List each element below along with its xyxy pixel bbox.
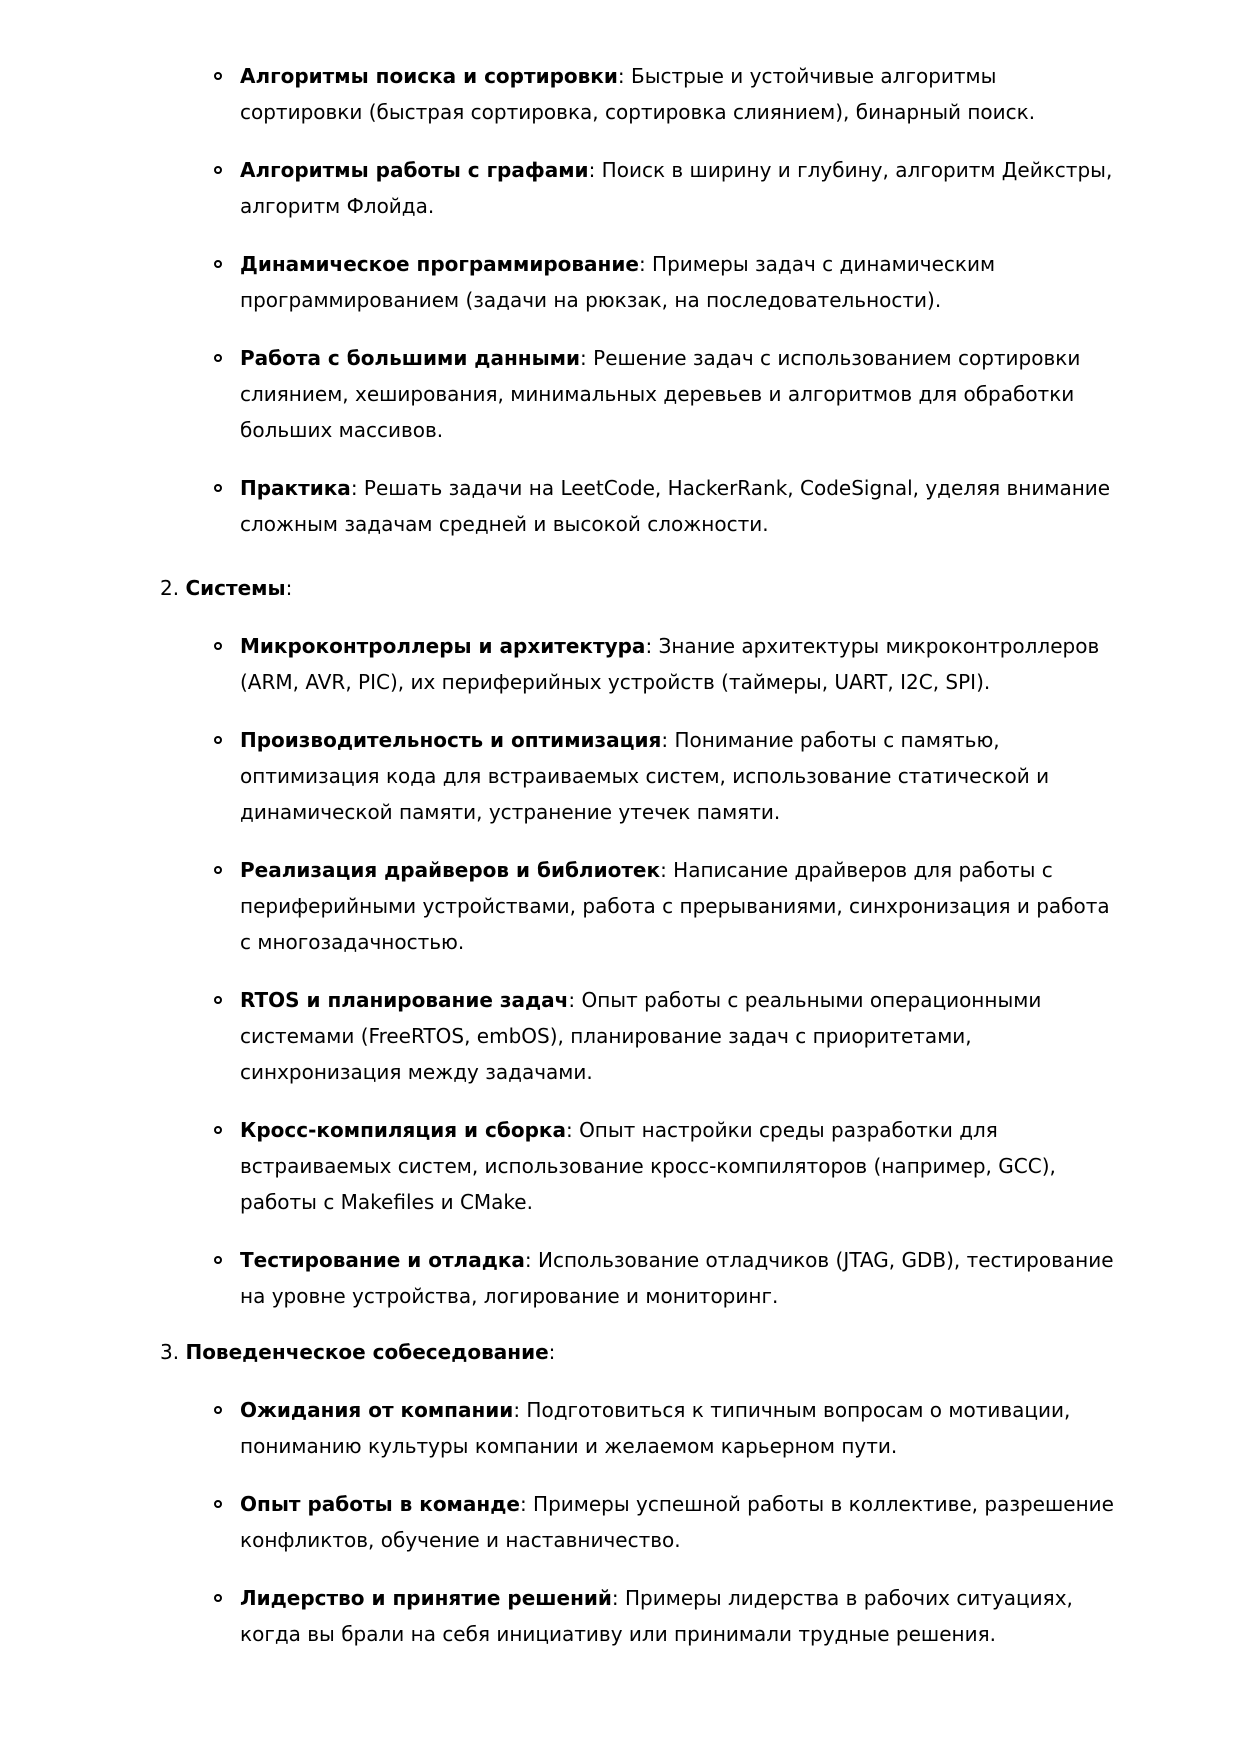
- systems-sublist: [240, 628, 1120, 1314]
- circle-bullet-icon: [214, 1406, 222, 1414]
- item-text: : Написание драйверов для работы с периферийными устройствами, работа с прерываниями, синхронизация и работа с многозадачностью.: [240, 858, 1110, 954]
- list-item: [240, 152, 1120, 224]
- item-term: Микроконтроллеры и архитектура: [240, 634, 646, 658]
- section-suffix: :: [548, 1340, 556, 1364]
- circle-bullet-icon: [214, 1256, 222, 1264]
- item-text: : Опыт настройки среды разработки для встраиваемых систем, использование кросс-компиляторов (например, GCC), работы с Makefiles и CMake.: [240, 1118, 1056, 1214]
- list-item: [240, 470, 1120, 542]
- item-text: : Быстрые и устойчивые алгоритмы сортировки (быстрая сортировка, сортировка слиянием), бинарный поиск.: [240, 64, 1036, 124]
- circle-bullet-icon: [214, 996, 222, 1004]
- circle-bullet-icon: [214, 484, 222, 492]
- list-item: [240, 722, 1120, 830]
- item-text: : Использование отладчиков (JTAG, GDB), тестирование на уровне устройства, логирование и мониторинг.: [240, 1248, 1114, 1308]
- circle-bullet-icon: [214, 1126, 222, 1134]
- section-suffix: :: [285, 576, 293, 600]
- list-item: [240, 628, 1120, 700]
- item-text: : Подготовиться к типичным вопросам о мотивации, пониманию культуры компании и желаемом карьерном пути.: [240, 1398, 1071, 1458]
- item-term: Кросс-компиляция и сборка: [240, 1118, 566, 1142]
- circle-bullet-icon: [214, 736, 222, 744]
- item-term: Алгоритмы работы с графами: [240, 158, 589, 182]
- list-item: [240, 246, 1120, 318]
- section-title: Системы: [185, 576, 286, 600]
- item-term: Тестирование и отладка: [240, 1248, 525, 1272]
- item-term: Динамическое программирование: [240, 252, 639, 276]
- section-behavioral-interview: [160, 1334, 1120, 1652]
- item-text: : Решать задачи на LeetCode, HackerRank, CodeSignal, уделяя внимание сложным задачам средней и высокой сложности.: [240, 476, 1111, 536]
- section-number: 2.: [160, 576, 180, 600]
- section-heading: [160, 1334, 1120, 1370]
- list-item: [240, 1580, 1120, 1652]
- item-term: Алгоритмы поиска и сортировки: [240, 64, 618, 88]
- item-text: : Решение задач с использованием сортировки слиянием, хеширования, минимальных деревьев и алгоритмов для обработки больших массивов.: [240, 346, 1081, 442]
- algorithms-sublist: [240, 58, 1120, 542]
- section-heading: [160, 570, 1120, 606]
- section-number: 3.: [160, 1340, 180, 1364]
- list-item: [240, 1486, 1120, 1558]
- circle-bullet-icon: [214, 260, 222, 268]
- item-term: Ожидания от компании: [240, 1398, 514, 1422]
- item-text: : Знание архитектуры микроконтроллеров (ARM, AVR, PIC), их периферийных устройств (таймеры, UART, I2C, SPI).: [240, 634, 1100, 694]
- item-term: Производительность и оптимизация: [240, 728, 662, 752]
- list-item: [240, 852, 1120, 960]
- item-text: : Поиск в ширину и глубину, алгоритм Дейкстры, алгоритм Флойда.: [240, 158, 1113, 218]
- item-text: : Примеры лидерства в рабочих ситуациях, когда вы брали на себя инициативу или принимали трудные решения.: [240, 1586, 1073, 1646]
- list-item: [240, 982, 1120, 1090]
- item-text: : Понимание работы с памятью, оптимизация кода для встраиваемых систем, использование статической и динамической памяти, устранение утечек памяти.: [240, 728, 1050, 824]
- circle-bullet-icon: [214, 354, 222, 362]
- list-item: [240, 58, 1120, 130]
- circle-bullet-icon: [214, 72, 222, 80]
- circle-bullet-icon: [214, 866, 222, 874]
- section-systems: [160, 570, 1120, 1314]
- item-text: : Опыт работы с реальными операционными системами (FreeRTOS, embOS), планирование задач с приоритетами, синхронизация между задачами.: [240, 988, 1042, 1084]
- section-title: Поведенческое собеседование: [185, 1340, 549, 1364]
- list-item: [240, 1112, 1120, 1220]
- circle-bullet-icon: [214, 166, 222, 174]
- list-item: [240, 1242, 1120, 1314]
- list-item: [240, 1392, 1120, 1464]
- item-term: Практика: [240, 476, 351, 500]
- main-numbered-list: [160, 570, 1120, 1652]
- list-item: [240, 340, 1120, 448]
- item-term: Реализация драйверов и библиотек: [240, 858, 661, 882]
- item-term: RTOS и планирование задач: [240, 988, 569, 1012]
- item-term: Лидерство и принятие решений: [240, 1586, 612, 1610]
- circle-bullet-icon: [214, 1594, 222, 1602]
- item-text: : Примеры задач с динамическим программированием (задачи на рюкзак, на последовательности).: [240, 252, 996, 312]
- item-term: Работа с большими данными: [240, 346, 581, 370]
- behavioral-sublist: [240, 1392, 1120, 1652]
- circle-bullet-icon: [214, 642, 222, 650]
- circle-bullet-icon: [214, 1500, 222, 1508]
- item-text: : Примеры успешной работы в коллективе, разрешение конфликтов, обучение и наставничество.: [240, 1492, 1114, 1552]
- item-term: Опыт работы в команде: [240, 1492, 520, 1516]
